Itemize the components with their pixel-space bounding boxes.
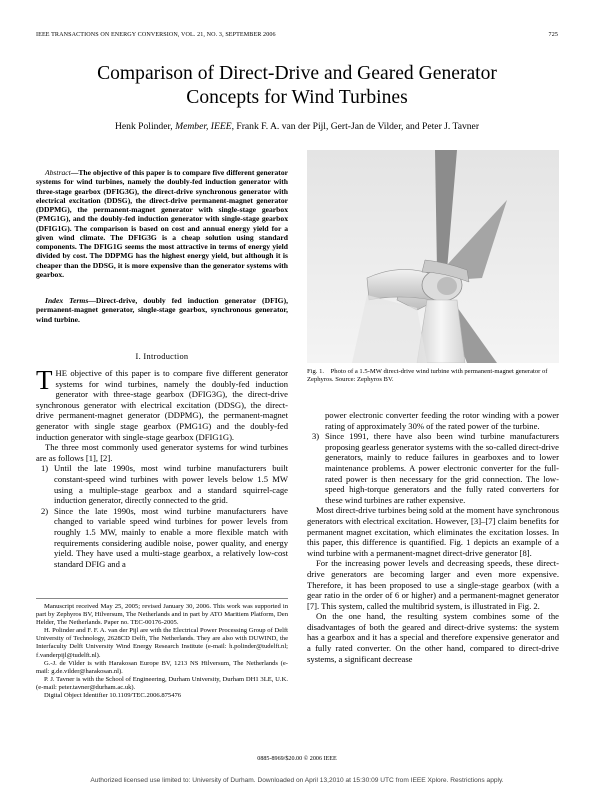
section-heading: I. Introduction	[135, 352, 189, 361]
author-first: Henk Polinder,	[114, 121, 176, 132]
running-head	[36, 32, 558, 42]
abstract-text: —The objective of this paper is to compare five different generator systems for wind turbines, namely the doubly-fed induction generator with three-stage gearbox (DFIG3G), the direct-drive synchronous generator with electrical excitation (DDSG), the direct-drive permanent-magnet generator (DDPMG), the permanent-magnet generator with single-stage gearbox (PMG1G), and the doubly-fed induction generator with single-stage gearbox (DFIG1G). The comparison is based on cost and annual energy yield for a given wind climate. The DFIG3G is a cheap solution using standard components. The DFIG1G seems the most attractive in terms of energy yield divided by cost. The DDPMG has the highest energy yield, but although it is cheaper than the DDSG, it is more expensive than the generator systems with gearbox.	[36, 168, 288, 279]
abstract-label: Abstract	[45, 168, 71, 177]
footnote: G.-J. de Vilder is with Harakosan Europe BV, 1213 NS Hilversum, The Netherlands (e-mail: g.de.vilder@harakosan.nl).	[36, 659, 288, 675]
author-list	[30, 121, 564, 132]
list-item-text: Until the late 1990s, most wind turbine manufacturers built constant-speed wind turbines with power levels below 1.5 MW using a multiple-stage gearbox and a standard squirrel-cage induction generator, directly connected to the grid.	[54, 463, 288, 506]
list-number: 1)	[41, 463, 49, 474]
page-number: 725	[548, 32, 558, 38]
paragraph: Most direct-drive turbines being sold at the moment have synchronous generators with electrical excitation. However, [3]–[7] claim benefits for permanent magnet excitation, which eliminates the excitation losses. In this paper, this difference is quantified. Fig. 1 depicts an example of a wind turbine with a permanent-magnet direct-drive generator [8].	[307, 505, 559, 558]
right-column-body	[307, 410, 559, 664]
drop-cap: T	[36, 365, 53, 395]
paragraph: On the one hand, the resulting system combines some of the disadvantages of both the geared and direct-drive systems: the system has a gearbox and it has a special and therefore expensive generator and a fully rated converter. On the other hand, compared to direct-drive systems, a significant decrease	[307, 611, 559, 664]
figure-photo	[307, 150, 559, 363]
intro-p1-text: HE objective of this paper is to compare five different generator systems for wind turbines, namely the doubly-fed induction generator with three-stage gearbox (DFIG3G), the direct-drive synchronous generator with electrical excitation (DDSG), the direct-drive permanent-magnet generator (DDPMG), the permanent-magnet generator with single stage gearbox (PMG1G) and the doubly-fed induction generator with single-stage gearbox (DFIG1G).	[36, 368, 288, 442]
intro-list	[36, 463, 288, 569]
list-continuation: power electronic converter feeding the rotor winding with a power rating of approximately 30% of the rated power of the turbine.	[325, 410, 559, 431]
right-list	[307, 431, 559, 505]
list-item	[36, 463, 288, 505]
index-terms	[36, 296, 288, 324]
list-item-text: Since 1991, there have also been wind turbine manufacturers proposing gearless generator systems with the so-called direct-drive generators, mainly to reduce failures in gearboxes and to lower maintenance problems. A power electronic converter for the full-rated power is then necessary for the grid connection. The low-speed high-torque generators and the fully rated converters for these wind turbines are rather expensive.	[325, 431, 559, 505]
paper-title	[30, 62, 564, 110]
index-terms-label: Index Terms	[45, 296, 89, 305]
list-number: 3)	[312, 431, 320, 442]
footnote-divider	[36, 598, 288, 599]
wind-turbine-image	[307, 150, 559, 363]
abstract	[36, 168, 288, 279]
author-membership: Member, IEEE	[175, 121, 232, 132]
journal-info: IEEE TRANSACTIONS ON ENERGY CONVERSION, VOL. 21, NO. 3, SEPTEMBER 2006	[36, 32, 276, 38]
index-terms-text: —Direct-drive, doubly fed induction generator (DFIG), permanent-magnet generator, single-stage gearbox, synchronous generator, wind turbine.	[36, 296, 289, 324]
paragraph: For the increasing power levels and decreasing speeds, these direct-drive generators are becoming larger and even more expensive. Therefore, it has been proposed to use a single-stage gearbox (with a gear ratio in the order of 6 or higher) and a permanent-magnet generator [7]. This system, called the multibrid system, is illustrated in Fig. 2.	[307, 558, 559, 611]
intro-body	[36, 365, 288, 569]
footnote: H. Polinder and F. F. A. van der Pijl are with the Electrical Power Processing Group of Delft University of Technology, 2628CD Delft, The Netherlands. They are also with DUWIND, the Interfaculty Delft University Wind Energy Research Institute (e-mail: h.polinder@tudelft.nl; f.vanderpijl@tudelft.nl).	[36, 627, 288, 659]
author-rest: , Frank F. A. van der Pijl, Gert-Jan de Vilder, and Peter J. Tavner	[231, 121, 480, 132]
license-notice: Authorized licensed use limited to: University of Durham. Downloaded on April 13,2010 at 15:30:09 UTC from IEEE Xplore. Restrictions apply.	[90, 777, 504, 784]
footnote: P. J. Tavner is with the School of Engineering, Durham University, Durham DH1 3LE, U.K. (e-mail: peter.tavner@durham.ac.uk).	[36, 675, 288, 691]
title-line-2: Concepts for Wind Turbines	[186, 87, 408, 108]
footnote: Digital Object Identifier 10.1109/TEC.2006.875476	[44, 692, 182, 700]
list-item	[307, 431, 559, 505]
figure-label: Fig. 1.	[307, 368, 325, 375]
list-item-text: Since the late 1990s, most wind turbine manufacturers have changed to variable speed wind turbines for power levels from roughly 1.5 MW, mainly to enable a more flexible match with requirements considering audible noise, power quality, and energy yield. They have used a multi-stage gearbox, a relatively low-cost standard DFIG and a	[54, 505, 288, 569]
intro-paragraph-2: The three most commonly used generator systems for wind turbines are as follows [1], [2].	[36, 442, 288, 463]
footnote: Manuscript received May 25, 2005; revised January 30, 2006. This work was supported in part by Zephyros BV, Hilversum, The Netherlands and in part by ATO Maritiem Platform, Den Helder, The Netherlands. Paper no. TEC-00176-2005.	[36, 603, 288, 627]
copyright-line: 0885-8969/$20.00 © 2006 IEEE	[257, 756, 337, 762]
footnotes	[36, 603, 288, 700]
list-item	[36, 506, 288, 570]
list-number: 2)	[41, 505, 49, 516]
intro-paragraph-1	[36, 365, 288, 442]
figure-caption	[307, 368, 559, 384]
figure-caption-text: Photo of a 1.5-MW direct-drive wind turbine with permanent-magnet generator of Zephyros. Source: Zephyros BV.	[307, 368, 548, 384]
title-line-1: Comparison of Direct-Drive and Geared Generator	[97, 63, 497, 84]
